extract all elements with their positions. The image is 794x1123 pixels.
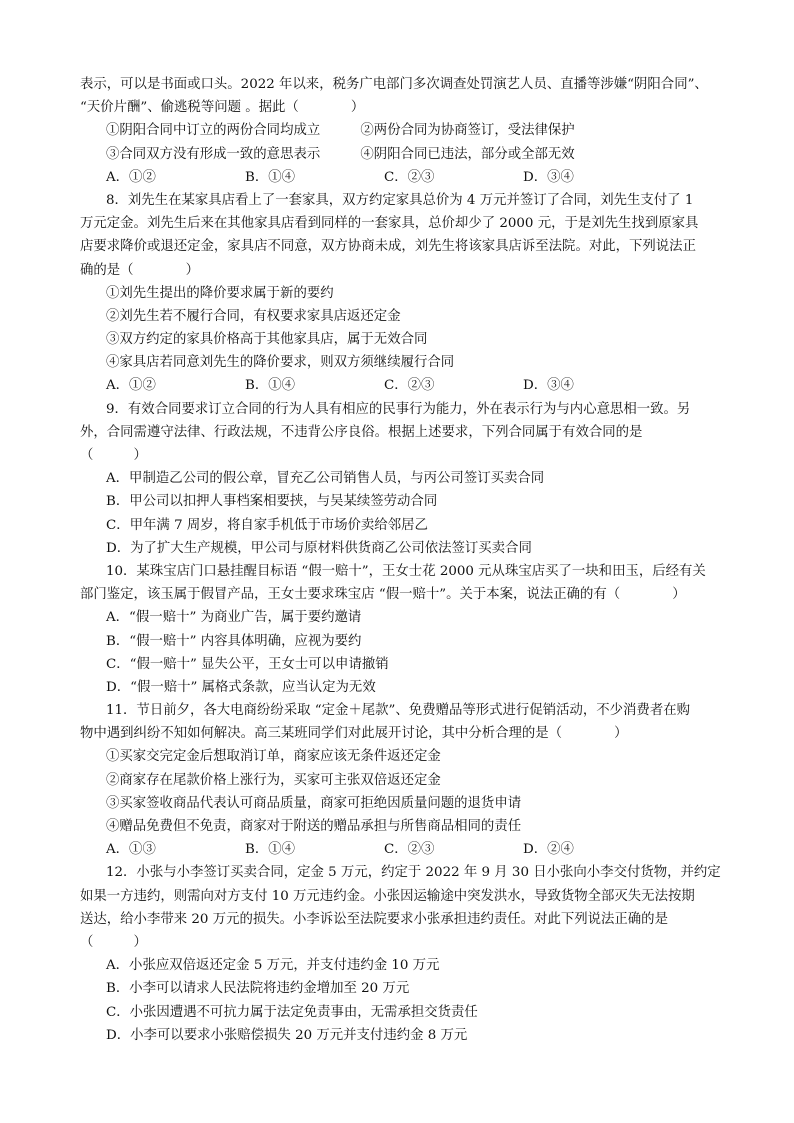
exam-page [80, 73, 726, 1047]
option-b[interactable]: B．“假一赔十” 内容具体明确，应视为要约 [106, 633, 362, 649]
option-b[interactable]: B．甲公司以扣押人事档案相要挟，与吴某续签劳动合同 [106, 494, 438, 510]
question-text-line: 物中遇到纠纷不知如何解决。高三某班同学们对此展开讨论，其中分析合理的是（ ） [80, 726, 628, 742]
question-8 [80, 189, 726, 398]
option-c[interactable]: C．小张因遭遇不可抗力属于法定免责事由，无需承担交货责任 [106, 1004, 478, 1020]
question-text-line: 万元定金。刘先生后来在其他家具店看到同样的一套家具，总价却少了 2000 元，于是刘先生找到原家具 [80, 216, 699, 232]
choice-a[interactable]: A．①② [106, 378, 156, 394]
question-text-line: 表示，可以是书面或口头。2022 年以来，税务广电部门多次调查处罚演艺人员、直播等涉嫌“阴阳合同”、 [80, 77, 708, 92]
option-d[interactable]: D．“假一赔十” 属格式条款，应当认定为无效 [106, 679, 376, 695]
choice-c[interactable]: C．②③ [384, 378, 435, 394]
choice-a[interactable]: A．①② [106, 169, 156, 185]
answer-choices [80, 838, 726, 861]
choice-b[interactable]: B．①④ [245, 169, 296, 185]
choice-c[interactable]: C．②③ [384, 169, 435, 185]
option-a[interactable]: A．小张应双倍返还定金 5 万元，并支付违约金 10 万元 [106, 958, 440, 974]
choice-d[interactable]: D．②④ [523, 842, 574, 858]
statement: ①阴阳合同中订立的两份合同均成立 ②两份合同为协商签订，受法律保护 [106, 123, 575, 139]
statement: ③双方约定的家具价格高于其他家具店，属于无效合同 [106, 332, 428, 348]
question-9 [80, 398, 726, 560]
question-7 [80, 73, 726, 189]
option-a[interactable]: A．甲制造乙公司的假公章，冒充乙公司销售人员，与丙公司签订买卖合同 [106, 471, 545, 487]
choice-a[interactable]: A．①③ [106, 842, 156, 858]
statement: ②刘先生若不履行合同，有权要求家具店返还定金 [106, 308, 401, 324]
question-text-line: 外，合同需遵守法律、行政法规，不违背公序良俗。根据上述要求，下列合同属于有效合同的是 [80, 424, 643, 440]
option-d[interactable]: D．小李可以要求小张赔偿损失 20 万元并支付违约金 8 万元 [106, 1027, 468, 1043]
choice-d[interactable]: D．③④ [523, 378, 574, 394]
question-text-line: 8．刘先生在某家具店看上了一套家具，双方约定家具总价为 4 万元并签订了合同，刘先生支付了 1 [106, 192, 694, 208]
answer-paren: （ ） [80, 448, 147, 463]
statement: ②商家存在尾款价格上涨行为，买家可主张双倍返还定金 [106, 772, 441, 788]
question-text-line: 部门鉴定，该玉属于假冒产品，王女士要求珠宝店 “假一赔十”。关于本案，说法正确的有（ ） [80, 587, 686, 603]
question-12 [80, 861, 726, 1047]
question-text-line: 9．有效合同要求订立合同的行为人具有相应的民事行为能力，外在表示行为与内心意思相一致。另 [106, 401, 691, 417]
question-text-line: “天价片酬”、偷逃税等问题 。据此（ ） [80, 100, 365, 116]
option-a[interactable]: A．“假一赔十” 为商业广告，属于要约邀请 [106, 610, 362, 626]
question-text-line: 如果一方违约，则需向对方支付 10 万元违约金。小张因运输途中突发洪水，导致货物全部灭失无法按期 [80, 888, 695, 904]
option-d[interactable]: D．为了扩大生产规模，甲公司与原材料供货商乙公司依法签订买卖合同 [106, 540, 532, 556]
statement: ①买家交完定金后想取消订单，商家应该无条件返还定金 [106, 749, 441, 765]
option-c[interactable]: C．“假一赔十” 显失公平，王女士可以申请撤销 [106, 656, 389, 672]
choice-b[interactable]: B．①④ [245, 378, 296, 394]
statement: ③合同双方没有形成一致的意思表示 ④阴阳合同已违法，部分或全部无效 [106, 146, 575, 162]
question-text-line: 送达，给小李带来 20 万元的损失。小李诉讼至法院要求小张承担违约责任。对此下列说法正确的是 [80, 911, 668, 927]
answer-choices [80, 166, 726, 189]
answer-paren: （ ） [80, 934, 147, 950]
choice-c[interactable]: C．②③ [384, 842, 435, 858]
question-text-line: 店要求降价或退还定金，家具店不同意，双方协商未成，刘先生将该家具店诉至法院。对此，下列说法正 [80, 239, 696, 255]
question-11 [80, 699, 726, 861]
question-text-line: 10．某珠宝店门口悬挂醒目标语 “假一赔十”，王女士花 2000 元从珠宝店买了一块和田玉，后经有关 [106, 563, 706, 579]
question-10 [80, 560, 726, 699]
answer-choices [80, 374, 726, 397]
choice-d[interactable]: D．③④ [523, 169, 574, 185]
option-c[interactable]: C．甲年满 7 周岁，将自家手机低于市场价卖给邻居乙 [106, 517, 428, 533]
statement: ①刘先生提出的降价要求属于新的要约 [106, 285, 334, 301]
question-text-line: 12．小张与小李签订买卖合同，定金 5 万元，约定于 2022 年 9 月 30 日小张向小李交付货物，并约定 [106, 865, 721, 881]
statement: ④家具店若同意刘先生的降价要求，则双方须继续履行合同 [106, 355, 455, 371]
statement: ④赠品免费但不免责，商家对于附送的赠品承担与所售商品相同的责任 [106, 819, 522, 834]
option-b[interactable]: B．小李可以请求人民法院将违约金增加至 20 万元 [106, 981, 410, 997]
question-text-line: 确的是（ ） [80, 262, 199, 278]
question-text-line: 11．节日前夕，各大电商纷纷采取 “定金＋尾款”、免费赠品等形式进行促销活动，不少消费者在购 [106, 703, 690, 719]
choice-b[interactable]: B．①④ [245, 842, 296, 858]
statement: ③买家签收商品代表认可商品质量，商家可拒绝因质量问题的退货申请 [106, 795, 522, 811]
